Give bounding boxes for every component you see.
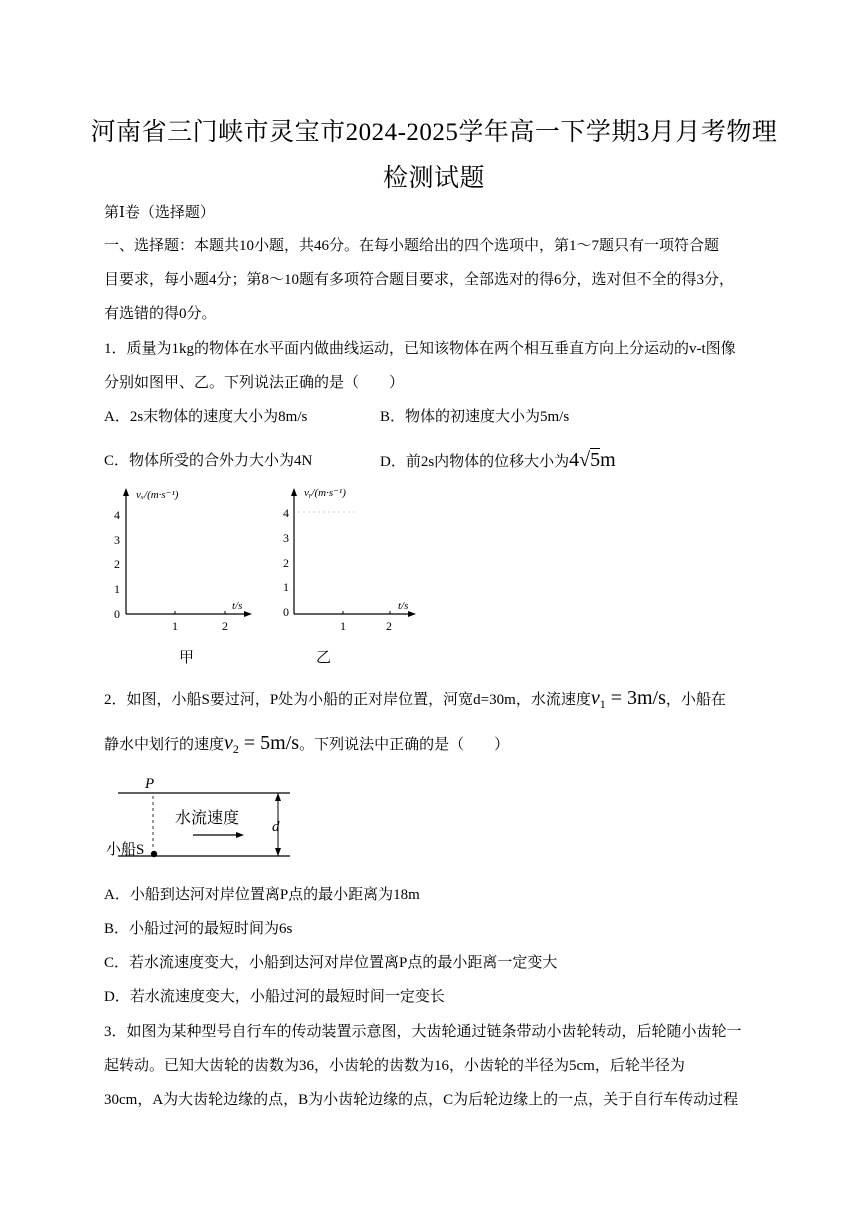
graph-jia-ytick: 2 bbox=[114, 557, 120, 571]
q2-v1-value: = 3m/s bbox=[605, 687, 666, 709]
graph-jia-ytick: 1 bbox=[114, 582, 120, 596]
q2-stem-line2-text: 静水中划行的速度 bbox=[104, 737, 225, 753]
q2-v2-subscript: 2 bbox=[232, 742, 239, 756]
doc-title-line2: 检测试题 bbox=[382, 165, 485, 192]
q2-stem-line2-tail: 。下列说法中正确的是（ ） bbox=[299, 737, 510, 753]
graph-yi-xtick: 2 bbox=[386, 619, 392, 633]
q1-option-d-radicand: 5 bbox=[590, 449, 601, 471]
q2-stem-line2 bbox=[104, 728, 509, 758]
q3-stem-line3: 30cm，A为大齿轮边缘的点，B为小齿轮边缘的点，C为后轮边缘上的一点，关于自行车传动过程 bbox=[104, 1092, 739, 1108]
q1-stem-line1: 1．质量为1kg的物体在水平面内做曲线运动，已知该物体在两个相互垂直方向上分运动的v-t图像 bbox=[104, 341, 736, 357]
q2-v2-value: = 5m/s bbox=[238, 732, 300, 754]
graph-jia-ytick: 4 bbox=[114, 508, 120, 522]
graph-yi-ytick: 0 bbox=[283, 605, 289, 619]
q2-option-b: B．小船过河的最短时间为6s bbox=[104, 921, 293, 937]
graph-jia-ylabel: vₓ/(m·s⁻¹) bbox=[136, 489, 179, 501]
doc-title-line1: 河南省三门峡市灵宝市2024-2025学年高一下学期3月月考物理 bbox=[90, 119, 778, 146]
q3-stem-line1: 3．如图为某种型号自行车的传动装置示意图，大齿轮通过链条带动小齿轮转动，后轮随小齿轮一 bbox=[104, 1024, 742, 1040]
q1-option-d bbox=[380, 445, 616, 475]
river-flow-label: 水流速度 bbox=[175, 810, 240, 827]
q2-stem-line1-text: 2．如图，小船S要过河，P处为小船的正对岸位置，河宽d=30m，水流速度 bbox=[104, 692, 591, 708]
q1-option-b: B．物体的初速度大小为5m/s bbox=[380, 409, 570, 425]
q2-option-a: A．小船到达河对岸位置离P点的最小距离为18m bbox=[104, 887, 420, 903]
q1-option-d-text: D．前2s内物体的位移大小为 bbox=[380, 454, 570, 470]
q1-option-d-unit: m bbox=[600, 449, 616, 471]
river-diagram bbox=[100, 768, 300, 868]
graph-jia-xtick: 2 bbox=[222, 619, 228, 633]
q3-stem-line2: 起转动。已知大齿轮的齿数为36，小齿轮的齿数为16，小齿轮的半径为5cm，后轮半径为 bbox=[104, 1058, 685, 1074]
graph-jia-ytick: 3 bbox=[114, 533, 120, 547]
graph-yi-ytick: 1 bbox=[283, 580, 289, 594]
boat-dot-icon bbox=[151, 851, 157, 857]
q1-stem-line2: 分别如图甲、乙。下列说法正确的是（ ） bbox=[104, 375, 405, 391]
graph-yi-ytick: 2 bbox=[283, 556, 289, 570]
q2-v1-symbol: v bbox=[590, 687, 600, 709]
q2-v1-subscript: 1 bbox=[599, 697, 606, 711]
graph-jia-xtick: 1 bbox=[172, 619, 178, 633]
q1-option-c: C．物体所受的合外力大小为4N bbox=[104, 453, 313, 469]
instructions-line2: 目要求，每小题4分；第8～10题有多项符合题目要求，全部选对的得6分，选对但不全的得3分， bbox=[104, 272, 735, 288]
volume-heading: 第Ⅰ卷（选择题） bbox=[104, 205, 215, 221]
graph-yi-ytick: 4 bbox=[283, 506, 289, 520]
q2-v2-symbol: v bbox=[224, 732, 233, 754]
q2-option-c: C．若水流速度变大，小船到达河对岸位置离P点的最小距离一定变大 bbox=[104, 955, 558, 971]
q1-option-a: A．2s末物体的速度大小为8m/s bbox=[104, 409, 308, 425]
q2-option-d: D．若水流速度变大，小船过河的最短时间一定变长 bbox=[104, 989, 445, 1005]
graph-jia-ytick: 0 bbox=[114, 607, 120, 621]
q2-stem-line1-tail: ，小船在 bbox=[665, 692, 726, 708]
q2-stem-line1 bbox=[104, 683, 726, 713]
river-d-label: d bbox=[272, 819, 280, 835]
graph-yi bbox=[276, 484, 436, 669]
graph-yi-xlabel: t/s bbox=[398, 600, 409, 612]
graph-yi-ytick: 3 bbox=[283, 531, 289, 545]
graph-jia bbox=[108, 484, 268, 669]
instructions-line1: 一、选择题：本题共10小题，共46分。在每小题给出的四个选项中，第1～7题只有一项符合题 bbox=[104, 238, 720, 254]
graph-jia-xlabel: t/s bbox=[232, 600, 243, 612]
graph-yi-ylabel: vᵧ/(m·s⁻¹) bbox=[304, 487, 346, 499]
instructions-line3: 有选错的得0分。 bbox=[104, 306, 217, 322]
flow-arrow-icon bbox=[236, 832, 244, 838]
river-p-label: P bbox=[145, 776, 155, 792]
graph-yi-caption: 乙 bbox=[316, 650, 332, 666]
boat-label: 小船S bbox=[106, 842, 145, 858]
graph-yi-xtick: 1 bbox=[340, 619, 346, 633]
sqrt-icon: √ bbox=[579, 449, 591, 471]
q1-option-d-coef: 4 bbox=[569, 449, 580, 471]
graph-jia-caption: 甲 bbox=[179, 650, 195, 666]
